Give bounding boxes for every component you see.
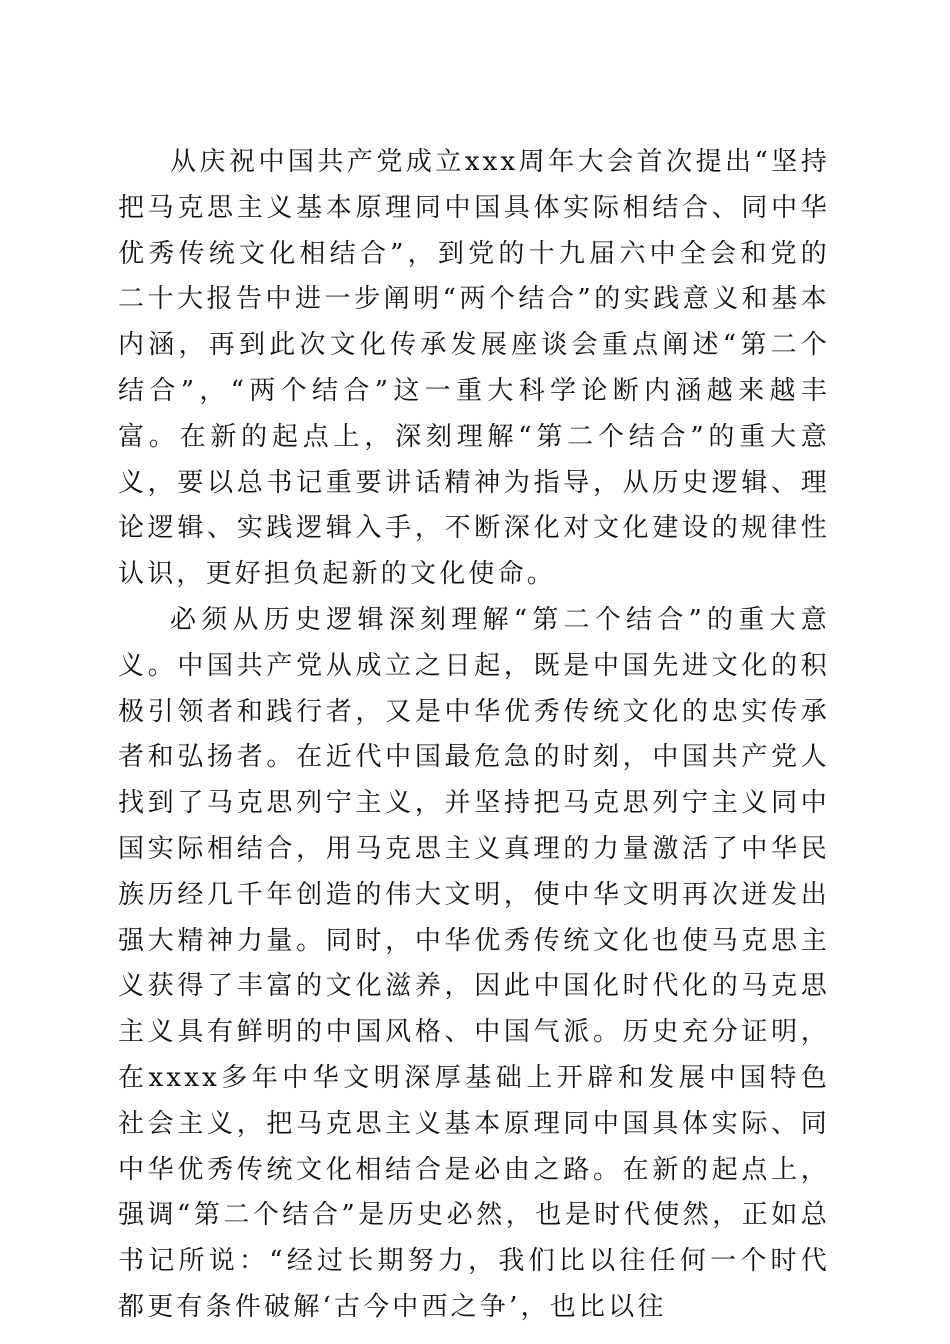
- paragraph-2: 必须从历史逻辑深刻理解“第二个结合”的重大意义。中国共产党从成立之日起，既是中国先进文化的积极引领者和践行者，又是中华优秀传统文化的忠实传承者和弘扬者。在近代中国最危急的时刻，中国共产党人找到了马克思列宁主义，并坚持把马克思列宁主义同中国实际相结合，用马克思主义真理的力量激活了中华民族历经几千年创造的伟大文明，使中华文明再次迸发出强大精神力量。同时，中华优秀传统文化也使马克思主义获得了丰富的文化滋养，因此中国化时代化的马克思主义具有鲜明的中国风格、中国气派。历史充分证明，在xxxx多年中华文明深厚基础上开辟和发展中国特色社会主义，把马克思主义基本原理同中国具体实际、同中华优秀传统文化相结合是必由之路。在新的起点上，强调“第二个结合”是历史必然，也是时代使然，正如总书记所说：“经过长期努力，我们比以往任何一个时代都更有条件破解‘古今中西之争’，也比以往: [118, 604, 830, 1322]
- document-body: [118, 140, 830, 1331]
- paragraph-1: 从庆祝中国共产党成立xxx周年大会首次提出“坚持把马克思主义基本原理同中国具体实际相结合、同中华优秀传统文化相结合”，到党的十九届六中全会和党的二十大报告中进一步阐明“两个结合”的实践意义和基本内涵，再到此次文化传承发展座谈会重点阐述“第二个结合”，“两个结合”这一重大科学论断内涵越来越丰富。在新的起点上，深刻理解“第二个结合”的重大意义，要以总书记重要讲话精神为指导，从历史逻辑、理论逻辑、实践逻辑入手，不断深化对文化建设的规律性认识，更好担负起新的文化使命。: [118, 147, 830, 590]
